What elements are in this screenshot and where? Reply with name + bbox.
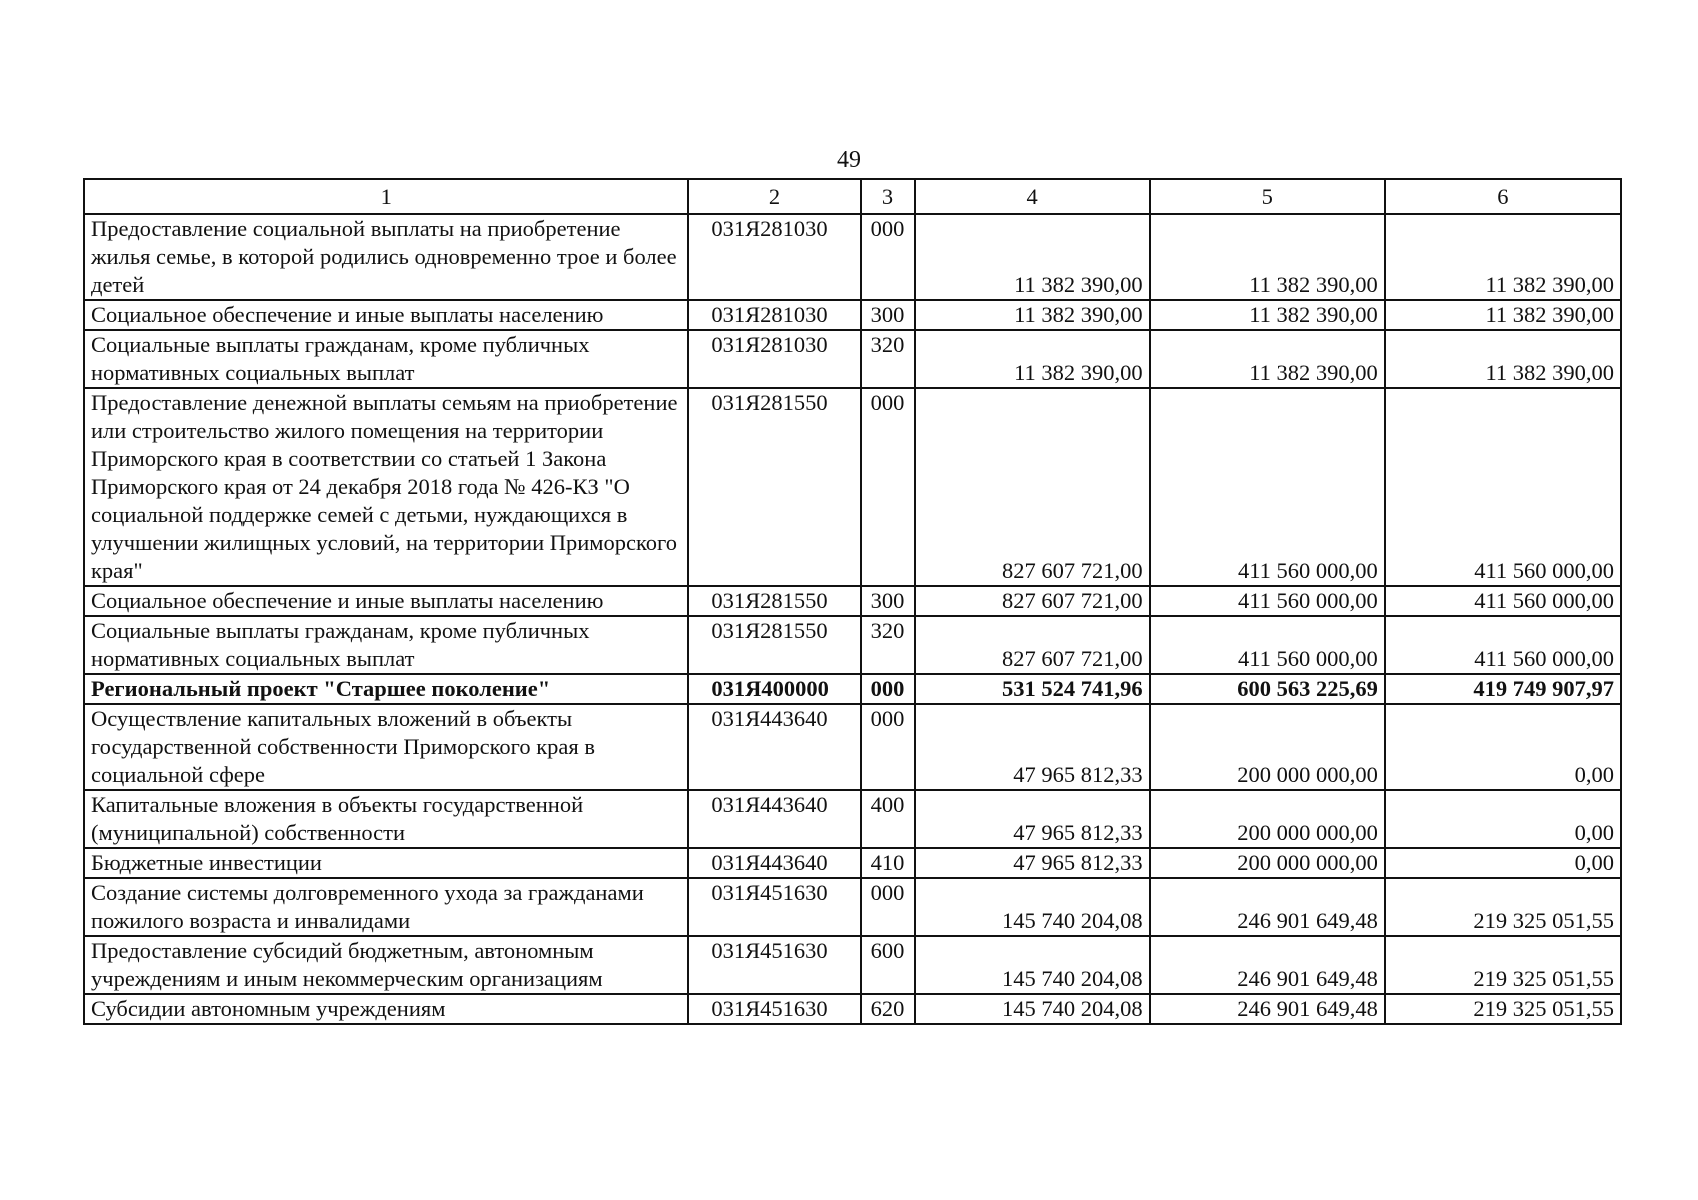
row-value-col4-cell: 11 382 390,00 <box>915 300 1150 330</box>
row-code-cell: 031Я451630 <box>688 936 860 994</box>
row-name-cell: Капитальные вложения в объекты государственной (муниципальной) собственности <box>84 790 688 848</box>
row-value-col5-cell: 246 901 649,48 <box>1150 878 1385 936</box>
row-name-cell: Предоставление денежной выплаты семьям на приобретение или строительство жилого помещения на территории Приморского края в соответствии со статьей 1 Закона Приморского края от 24 декабря 2018 года № 426-КЗ "О социальной поддержке семей с детьми, нуждающихся в улучшении жилищных условий, на территории Приморского края" <box>84 388 688 586</box>
row-type-cell: 000 <box>861 878 915 936</box>
row-code-cell: 031Я443640 <box>688 848 860 878</box>
row-value-col5-cell: 411 560 000,00 <box>1150 586 1385 616</box>
header-cell-6: 6 <box>1385 179 1621 214</box>
row-value-col4-cell: 11 382 390,00 <box>915 214 1150 300</box>
row-code-cell: 031Я400000 <box>688 674 860 704</box>
header-cell-2: 2 <box>688 179 860 214</box>
row-type-cell: 000 <box>861 214 915 300</box>
table-row <box>84 790 1621 848</box>
row-value-col5-cell: 246 901 649,48 <box>1150 936 1385 994</box>
row-name-cell: Социальное обеспечение и иные выплаты населению <box>84 300 688 330</box>
row-name-cell: Социальное обеспечение и иные выплаты населению <box>84 586 688 616</box>
row-type-cell: 000 <box>861 388 915 586</box>
row-value-col6-cell: 219 325 051,55 <box>1385 878 1621 936</box>
row-value-col6-cell: 0,00 <box>1385 848 1621 878</box>
table-row <box>84 936 1621 994</box>
row-type-cell: 600 <box>861 936 915 994</box>
row-value-col5-cell: 600 563 225,69 <box>1150 674 1385 704</box>
table-row <box>84 674 1621 704</box>
table-row <box>84 994 1621 1024</box>
header-cell-5: 5 <box>1150 179 1385 214</box>
row-value-col4-cell: 47 965 812,33 <box>915 790 1150 848</box>
row-code-cell: 031Я451630 <box>688 878 860 936</box>
row-value-col6-cell: 419 749 907,97 <box>1385 674 1621 704</box>
row-code-cell: 031Я443640 <box>688 790 860 848</box>
table-row <box>84 388 1621 586</box>
row-value-col6-cell: 11 382 390,00 <box>1385 300 1621 330</box>
row-type-cell: 320 <box>861 330 915 388</box>
row-type-cell: 400 <box>861 790 915 848</box>
row-value-col5-cell: 200 000 000,00 <box>1150 704 1385 790</box>
row-value-col5-cell: 411 560 000,00 <box>1150 388 1385 586</box>
row-name-cell: Бюджетные инвестиции <box>84 848 688 878</box>
header-row <box>84 179 1621 214</box>
table-body <box>84 214 1621 1024</box>
row-value-col6-cell: 0,00 <box>1385 704 1621 790</box>
row-type-cell: 410 <box>861 848 915 878</box>
table-row <box>84 586 1621 616</box>
row-code-cell: 031Я443640 <box>688 704 860 790</box>
row-value-col6-cell: 411 560 000,00 <box>1385 388 1621 586</box>
row-value-col6-cell: 219 325 051,55 <box>1385 936 1621 994</box>
row-type-cell: 300 <box>861 300 915 330</box>
row-value-col4-cell: 827 607 721,00 <box>915 586 1150 616</box>
header-cell-4: 4 <box>915 179 1150 214</box>
row-value-col6-cell: 0,00 <box>1385 790 1621 848</box>
table-row <box>84 300 1621 330</box>
row-name-cell: Субсидии автономным учреждениям <box>84 994 688 1024</box>
row-value-col5-cell: 246 901 649,48 <box>1150 994 1385 1024</box>
table-header <box>84 179 1621 214</box>
row-code-cell: 031Я281550 <box>688 388 860 586</box>
table-row <box>84 848 1621 878</box>
table-row <box>84 214 1621 300</box>
row-value-col5-cell: 11 382 390,00 <box>1150 214 1385 300</box>
row-type-cell: 620 <box>861 994 915 1024</box>
budget-table <box>83 178 1622 1025</box>
row-value-col5-cell: 200 000 000,00 <box>1150 790 1385 848</box>
row-value-col4-cell: 47 965 812,33 <box>915 848 1150 878</box>
row-type-cell: 320 <box>861 616 915 674</box>
row-value-col5-cell: 11 382 390,00 <box>1150 300 1385 330</box>
row-value-col6-cell: 411 560 000,00 <box>1385 586 1621 616</box>
table-row <box>84 704 1621 790</box>
row-name-cell: Создание системы долговременного ухода за гражданами пожилого возраста и инвалидами <box>84 878 688 936</box>
row-code-cell: 031Я281030 <box>688 214 860 300</box>
row-name-cell: Социальные выплаты гражданам, кроме публичных нормативных социальных выплат <box>84 330 688 388</box>
row-value-col6-cell: 11 382 390,00 <box>1385 214 1621 300</box>
row-type-cell: 300 <box>861 586 915 616</box>
row-value-col4-cell: 47 965 812,33 <box>915 704 1150 790</box>
row-name-cell: Предоставление социальной выплаты на приобретение жилья семье, в которой родились одновременно трое и более детей <box>84 214 688 300</box>
row-value-col6-cell: 11 382 390,00 <box>1385 330 1621 388</box>
row-type-cell: 000 <box>861 674 915 704</box>
row-value-col4-cell: 145 740 204,08 <box>915 994 1150 1024</box>
row-code-cell: 031Я281030 <box>688 300 860 330</box>
row-value-col4-cell: 145 740 204,08 <box>915 878 1150 936</box>
row-value-col5-cell: 200 000 000,00 <box>1150 848 1385 878</box>
table-row <box>84 330 1621 388</box>
row-value-col4-cell: 145 740 204,08 <box>915 936 1150 994</box>
row-value-col5-cell: 411 560 000,00 <box>1150 616 1385 674</box>
row-value-col4-cell: 531 524 741,96 <box>915 674 1150 704</box>
row-value-col4-cell: 827 607 721,00 <box>915 388 1150 586</box>
row-name-cell: Осуществление капитальных вложений в объекты государственной собственности Приморского края в социальной сфере <box>84 704 688 790</box>
row-value-col4-cell: 827 607 721,00 <box>915 616 1150 674</box>
row-name-cell: Социальные выплаты гражданам, кроме публичных нормативных социальных выплат <box>84 616 688 674</box>
row-name-cell: Региональный проект "Старшее поколение" <box>84 674 688 704</box>
table-row <box>84 878 1621 936</box>
row-code-cell: 031Я451630 <box>688 994 860 1024</box>
row-value-col6-cell: 219 325 051,55 <box>1385 994 1621 1024</box>
row-value-col5-cell: 11 382 390,00 <box>1150 330 1385 388</box>
row-type-cell: 000 <box>861 704 915 790</box>
row-code-cell: 031Я281550 <box>688 586 860 616</box>
row-name-cell: Предоставление субсидий бюджетным, автономным учреждениям и иным некоммерческим организациям <box>84 936 688 994</box>
row-code-cell: 031Я281030 <box>688 330 860 388</box>
row-value-col6-cell: 411 560 000,00 <box>1385 616 1621 674</box>
row-value-col4-cell: 11 382 390,00 <box>915 330 1150 388</box>
header-cell-3: 3 <box>861 179 915 214</box>
row-code-cell: 031Я281550 <box>688 616 860 674</box>
page-number: 49 <box>837 147 861 173</box>
header-cell-1: 1 <box>84 179 688 214</box>
table-row <box>84 616 1621 674</box>
